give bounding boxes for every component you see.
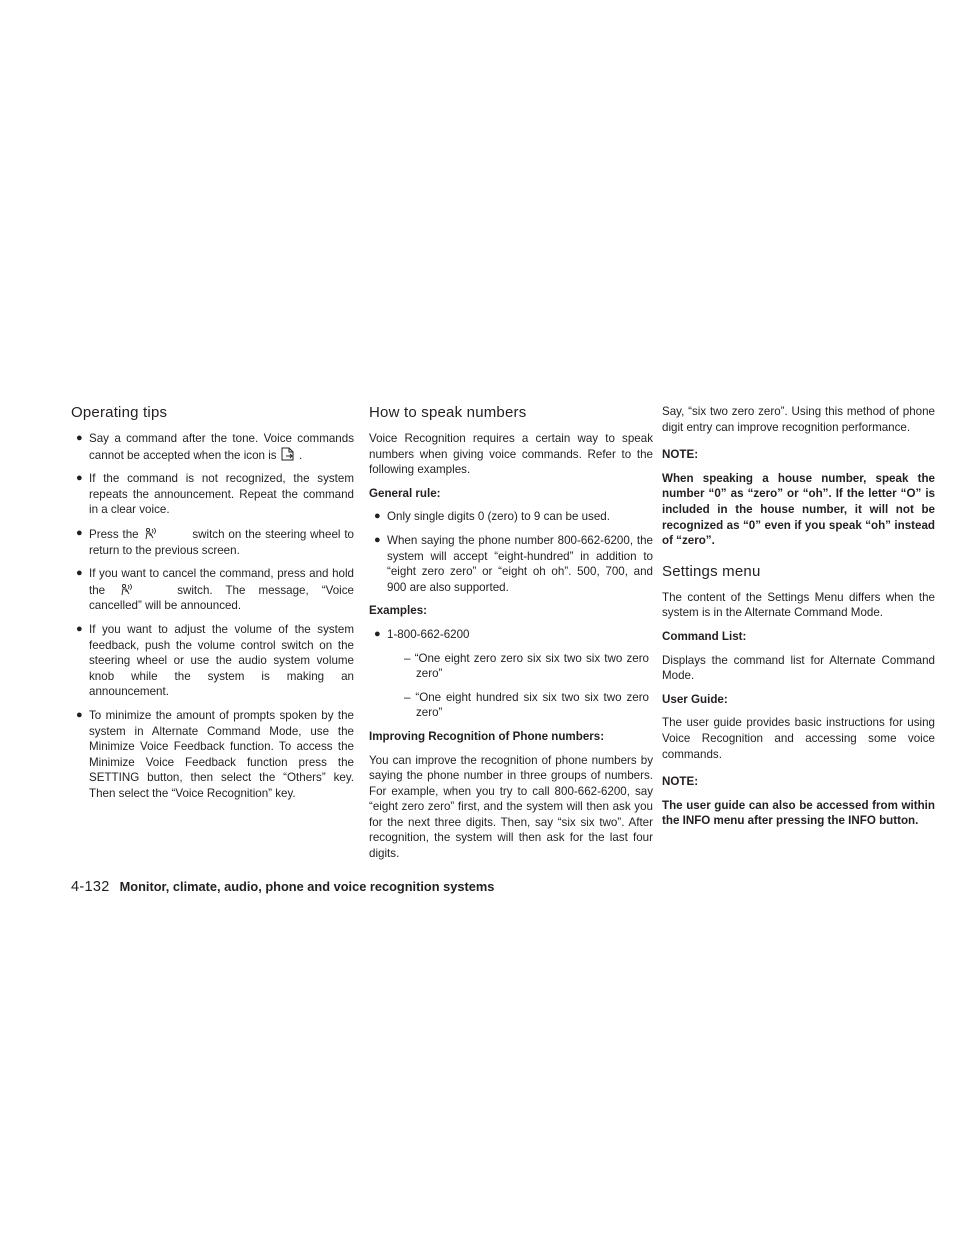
note-label: NOTE: <box>662 775 699 789</box>
column-settings <box>662 404 935 837</box>
list-item: ● Press the switch on the steering wheel to return to the previous screen. <box>76 526 354 557</box>
bullet-icon: ● <box>76 472 83 485</box>
chapter-title: Monitor, climate, audio, phone and voice recognition systems <box>119 879 495 894</box>
list-item: ● If the command is not recognized, the system repeats the announcement. Repeat the command in a clear voice. <box>76 472 354 517</box>
bullet-icon: ● <box>76 567 83 580</box>
command-list-label: Command List: <box>662 629 747 643</box>
examples-list <box>369 627 653 643</box>
speech-icon <box>280 447 296 461</box>
general-rule-list <box>369 509 653 595</box>
note-text: When speaking a house number, speak the number “0” as “zero” or “oh”. If the letter “O” is included in the house number, it will not be recognized as “0” even if you speak “oh” instead of “zero”. <box>662 471 935 548</box>
column-operating-tips <box>71 404 354 809</box>
talk-switch-icon <box>118 582 134 596</box>
operating-tips-list <box>71 431 354 801</box>
bullet-icon: ● <box>374 533 381 546</box>
user-guide-label: User Guide: <box>662 692 728 706</box>
page-footer <box>71 878 951 896</box>
list-item: ● If you want to cancel the command, press and hold the switch. The message, “Voice cancelled” will be announced. <box>76 567 354 613</box>
talk-switch-icon <box>142 526 158 540</box>
bullet-icon: ● <box>76 432 83 444</box>
bullet-icon: ● <box>76 622 83 635</box>
note-text: The user guide can also be accessed from within the INFO menu after pressing the INFO button. <box>662 798 935 828</box>
settings-intro: The content of the Settings Menu differs when the system is in the Alternate Command Mode. <box>662 590 935 620</box>
continued-paragraph: Say, “six two zero zero”. Using this method of phone digit entry can improve recognition performance. <box>662 405 935 434</box>
bullet-icon: ● <box>76 708 83 721</box>
examples-label: Examples: <box>369 604 427 618</box>
heading-operating-tips: Operating tips <box>71 404 168 421</box>
bullet-icon: ● <box>374 510 381 523</box>
heading-how-to-speak-numbers: How to speak numbers <box>369 404 527 421</box>
heading-settings-menu: Settings menu <box>662 562 761 580</box>
list-item: ● 1-800-662-6200 <box>374 627 470 641</box>
list-item: ● Say a command after the tone. Voice commands cannot be accepted when the icon is . <box>76 432 354 462</box>
note-label: NOTE: <box>662 448 699 462</box>
list-item: ● Only single digits 0 (zero) to 9 can be used. <box>374 510 610 524</box>
bullet-icon: ● <box>76 526 83 539</box>
example-dash-item: – “One eight zero zero six six two six two zero zero” <box>404 651 649 681</box>
bullet-icon: ● <box>374 627 381 640</box>
intro-paragraph: Voice Recognition requires a certain way to speak numbers when giving voice commands. Refer to the following examples. <box>369 432 653 477</box>
command-list-text: Displays the command list for Alternate Command Mode. <box>662 653 935 683</box>
improving-label: Improving Recognition of Phone numbers: <box>369 729 605 743</box>
column-how-to-speak-numbers <box>369 404 653 870</box>
list-item: ● To minimize the amount of prompts spoken by the system in Alternate Command Mode, use the Minimize Voice Feedback function. To access the Minimize Voice Feedback function press the SETTING button, then select the “Others” key. Then select the “Voice Recognition” key. <box>76 708 354 800</box>
page-number: 4-132 <box>71 879 110 895</box>
user-guide-text: The user guide provides basic instructions for using Voice Recognition and accessing some voice commands. <box>662 716 935 761</box>
list-item: ● When saying the phone number 800-662-6200, the system will accept “eight-hundred” in addition to “eight zero zero” or “eight oh oh”. 500, 700, and 900 are also supported. <box>374 533 653 594</box>
improving-paragraph: You can improve the recognition of phone numbers by saying the phone number in three groups of numbers. For example, when you try to call 800-662-6200, say “eight zero zero” first, and the system will then ask you for the next three digits. Then, say “six six two”. After recognition, the system will then ask for the last four digits. <box>369 753 653 861</box>
example-dash-item: – “One eight hundred six six two six two zero zero” <box>404 690 649 720</box>
general-rule-label: General rule: <box>369 486 441 500</box>
list-item: ● If you want to adjust the volume of the system feedback, push the volume control switch on the steering wheel or use the audio system volume knob while the system is making an announcement. <box>76 622 354 699</box>
